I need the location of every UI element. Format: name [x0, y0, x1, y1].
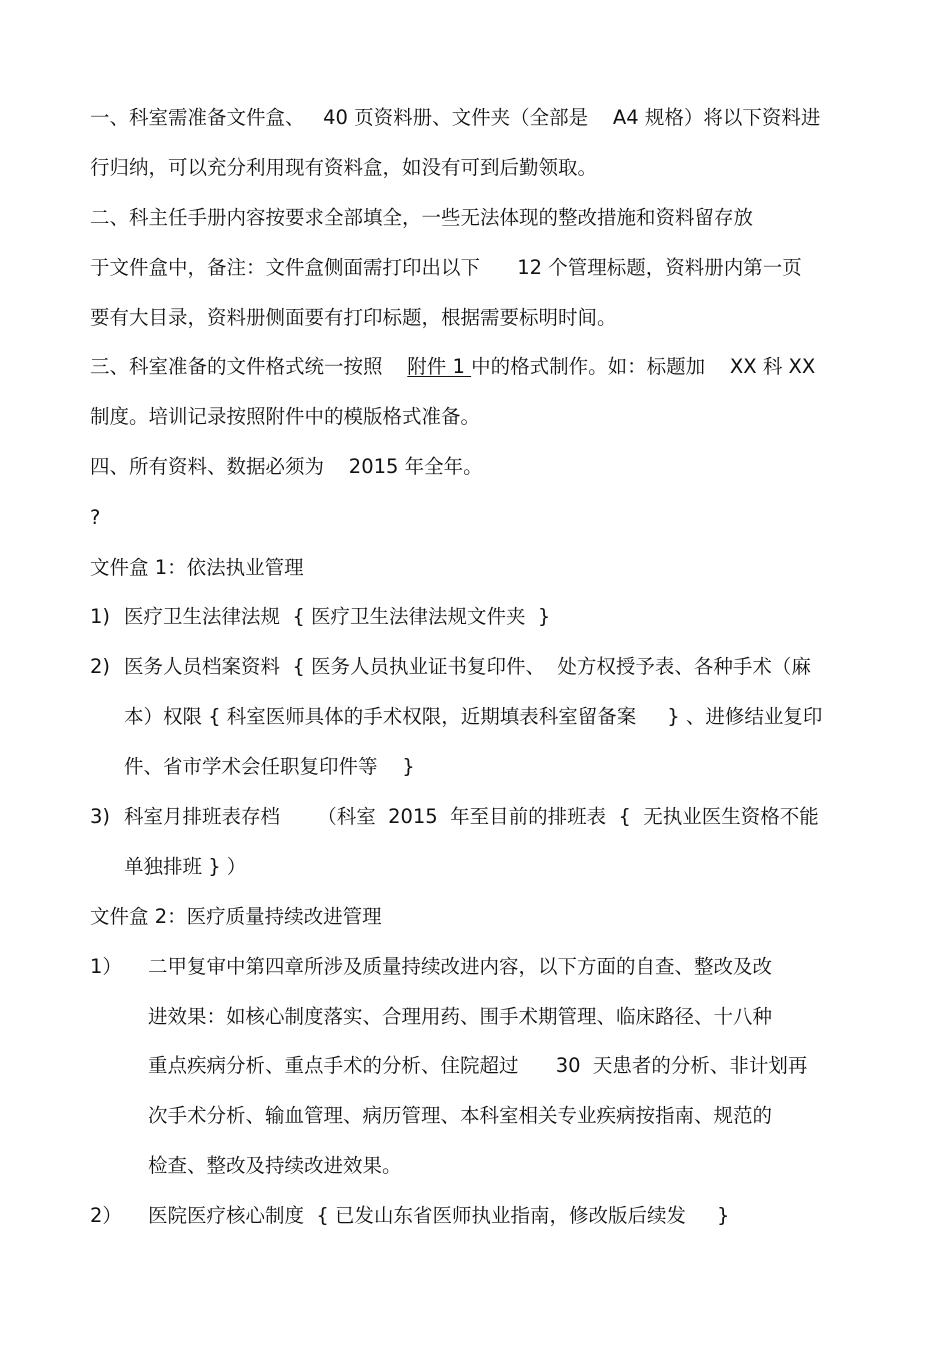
attachment-1-link[interactable]: 附件 1 [407, 355, 472, 378]
para-3-line-2: 制度。培训记录按照附件中的模版格式准备。 [90, 405, 481, 428]
box-1-item-1-number: 1) [90, 605, 111, 628]
para-4: 四、所有资料、数据必须为 2015 年全年。 [90, 455, 483, 478]
box-1-item-2-line-2: 本）权限 { 科室医师具体的手术权限，近期填表科室留备案 } 、进修结业复印 [124, 705, 823, 728]
box-2-item-1-line-5: 检查、整改及持续改进效果。 [148, 1154, 402, 1177]
para-2-line-2: 于文件盒中，备注：文件盒侧面需打印出以下 12 个管理标题，资料册内第一页 [90, 256, 802, 279]
box-1-item-3-line-2: 单独排班 } ） [124, 855, 247, 878]
para-3-text-before: 三、科室准备的文件格式统一按照 [90, 355, 408, 378]
box-2-item-1-line-3: 重点疾病分析、重点手术的分析、住院超过 30 天患者的分析、非计划再 [148, 1054, 808, 1077]
box-1-item-1-line-1: 医疗卫生法律法规 { 医疗卫生法律法规文件夹 } [124, 605, 551, 628]
box-1-item-3-line-1: 科室月排班表存档 （科室 2015 年至目前的排班表 { 无执业医生资格不能 [124, 805, 819, 828]
box-1-item-2-number: 2) [90, 655, 111, 678]
box-2-item-1-line-2: 进效果：如核心制度落实、合理用药、围手术期管理、临床路径、十八种 [148, 1005, 773, 1028]
box-2-item-1-line-1: 二甲复审中第四章所涉及质量持续改进内容，以下方面的自查、整改及改 [148, 955, 773, 978]
question-mark: ? [90, 506, 101, 529]
box-1-title: 文件盒 1：依法执业管理 [90, 556, 304, 579]
box-2-item-2-number: 2） [90, 1204, 122, 1227]
para-3-text-after: 中的格式制作。如：标题加 XX 科 XX [471, 355, 816, 378]
box-2-item-2-line-1: 医院医疗核心制度 { 已发山东省医师执业指南，修改版后续发 } [148, 1204, 730, 1227]
box-1-item-2-line-1: 医务人员档案资料 { 医务人员执业证书复印件、 处方权授予表、各种手术（麻 [124, 655, 811, 678]
para-3-line-1 [90, 355, 815, 379]
box-2-title: 文件盒 2：医疗质量持续改进管理 [90, 905, 382, 928]
para-2-line-1: 二、科主任手册内容按要求全部填全，一些无法体现的整改措施和资料留存放 [90, 206, 754, 229]
box-1-item-3-number: 3) [90, 805, 111, 828]
para-1-line-2: 行归纳，可以充分利用现有资料盒，如没有可到后勤领取。 [90, 156, 598, 179]
para-2-line-3: 要有大目录，资料册侧面要有打印标题，根据需要标明时间。 [90, 306, 617, 329]
box-2-item-1-line-4: 次手术分析、输血管理、病历管理、本科室相关专业疾病按指南、规范的 [148, 1104, 773, 1127]
box-1-item-2-line-3: 件、省市学术会任职复印件等 } [124, 755, 415, 778]
para-1-line-1: 一、科室需准备文件盒、 40 页资料册、文件夹（全部是 A4 规格）将以下资料进 [90, 106, 821, 129]
box-2-item-1-number: 1） [90, 955, 122, 978]
